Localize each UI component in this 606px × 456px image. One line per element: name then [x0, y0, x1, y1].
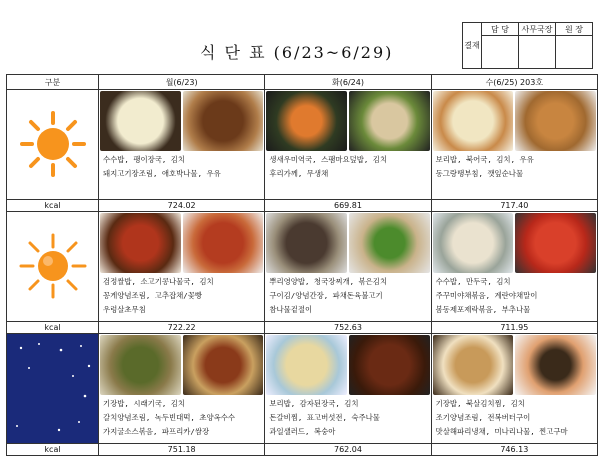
menu-line: 돈갈비찜, 표고버섯전, 숙주나물 [269, 413, 380, 422]
food-photo [433, 91, 514, 151]
kcal-label: kcal [7, 322, 99, 334]
food-photo [433, 213, 514, 273]
kcal-value: 762.04 [265, 444, 431, 456]
category-header: 구분 [7, 75, 99, 90]
food-photo [100, 91, 181, 151]
food-photo [515, 335, 596, 395]
day-header-wed: 수(6/25) 203호 [431, 75, 597, 90]
food-photo [266, 335, 347, 395]
menu-line: 뿌리영양밥, 청국장찌개, 볶은김치 [269, 277, 388, 286]
breakfast-mon [99, 90, 265, 200]
approval-sign-staff [482, 36, 519, 69]
breakfast-wed [431, 90, 597, 200]
breakfast-tue [265, 90, 431, 200]
menu-line: 수수밥, 만두국, 김치 [435, 277, 511, 286]
approval-header-chief: 원 장 [556, 23, 593, 36]
menu-line: 가지굴소스볶음, 파프리카/쌈장 [103, 427, 210, 436]
food-photo [515, 91, 596, 151]
menu-line: 기장밥, 북살김치찜, 김치 [435, 399, 525, 408]
kcal-value: 724.02 [99, 200, 265, 212]
breakfast-icon-cell [7, 90, 99, 200]
kcal-value: 669.81 [265, 200, 431, 212]
menu-line: 과일샐러드, 복숭아 [269, 427, 336, 436]
sun-icon [13, 229, 93, 303]
food-photo [183, 335, 264, 395]
food-photo [100, 335, 181, 395]
lunch-tue [265, 212, 431, 322]
lunch-mon [99, 212, 265, 322]
menu-line: 봄동제포제락볶음, 부추나물 [435, 305, 531, 314]
food-photo [349, 213, 430, 273]
dinner-icon-cell [7, 334, 99, 444]
menu-line: 우렁살초무침 [103, 305, 146, 314]
food-photo [515, 213, 596, 273]
menu-line: 맛살해파리냉채, 미나리나물, 찐고구마 [435, 427, 568, 436]
kcal-value: 717.40 [431, 200, 597, 212]
menu-line: 검정쌀밥, 소고기콩나물국, 김치 [103, 277, 214, 286]
menu-line: 갈치양념조림, 녹두빈대떡, 초양옥수수 [103, 413, 236, 422]
approval-header-staff: 담 당 [482, 23, 519, 36]
meal-table [6, 74, 598, 456]
dinner-mon [99, 334, 265, 444]
food-photo [433, 335, 514, 395]
lunch-icon-cell [7, 212, 99, 322]
sun-icon [18, 109, 88, 179]
menu-line: 주꾸미야채볶음, 계란야채말이 [435, 291, 538, 300]
kcal-value: 752.63 [265, 322, 431, 334]
approval-sign-director [519, 36, 556, 69]
dinner-wed [431, 334, 597, 444]
food-photo [349, 335, 430, 395]
day-header-mon: 월(6/23) [99, 75, 265, 90]
kcal-value: 746.13 [431, 444, 597, 456]
dinner-tue [265, 334, 431, 444]
food-photo [266, 91, 347, 151]
menu-line: 구이김/양념간장, 파채돈육불고기 [269, 291, 383, 300]
food-photo [349, 91, 430, 151]
moon-icon [9, 336, 97, 440]
menu-line: 동그랑땡부침, 깻잎순나물 [435, 169, 524, 178]
menu-line: 수수밥, 팽이장국, 김치 [103, 155, 186, 164]
approval-sign-chief [556, 36, 593, 69]
approval-header-director: 사무국장 [519, 23, 556, 36]
menu-line: 생새우미역국, 스팸마요덮밥, 김치 [269, 155, 388, 164]
food-photo [100, 213, 181, 273]
approval-box [462, 22, 593, 69]
menu-line: 조기양념조림, 전복버터구이 [435, 413, 531, 422]
menu-line: 꽁게양념조림, 고추잡채/꽃빵 [103, 291, 203, 300]
kcal-label: kcal [7, 200, 99, 212]
food-photo [183, 91, 264, 151]
menu-line: 참나물겉절이 [269, 305, 313, 314]
menu-line: 기장밥, 시래기국, 김치 [103, 399, 186, 408]
day-header-tue: 화(6/24) [265, 75, 431, 90]
kcal-label: kcal [7, 444, 99, 456]
menu-line: 보리밥, 감자된장국, 김치 [269, 399, 359, 408]
menu-line: 보리밥, 북어국, 김치, 우유 [435, 155, 534, 164]
lunch-wed [431, 212, 597, 322]
kcal-value: 751.18 [99, 444, 265, 456]
page-title: 식 단 표 (6/23~6/29) [200, 43, 394, 62]
food-photo [183, 213, 264, 273]
menu-line: 돼지고기장조림, 애호박나물, 우유 [103, 169, 221, 178]
food-photo [266, 213, 347, 273]
approval-side-label: 결재 [463, 23, 482, 69]
menu-line: 후리가께, 무생채 [269, 169, 329, 178]
kcal-value: 722.22 [99, 322, 265, 334]
kcal-value: 711.95 [431, 322, 597, 334]
